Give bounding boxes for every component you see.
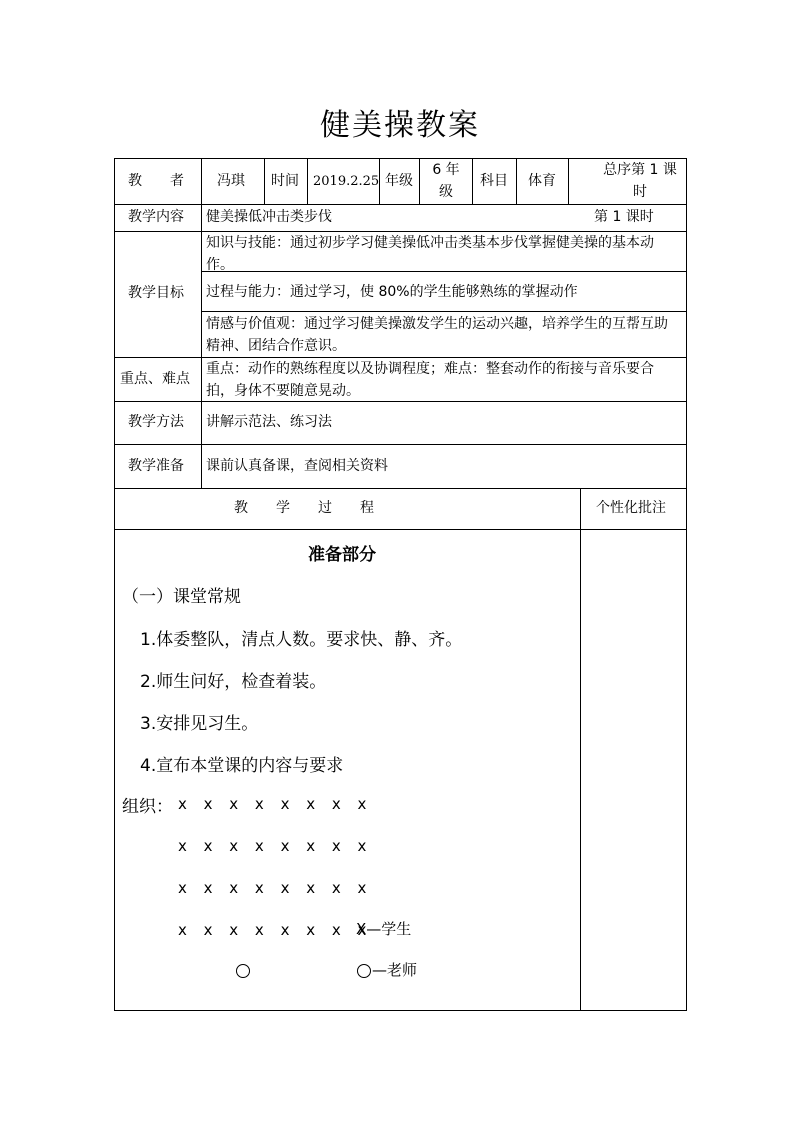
notes-heading: 个性化批注 (596, 500, 666, 516)
lesson-number: 第 1 课时 (594, 209, 654, 225)
lesson-date: 2019.2.25 (313, 174, 380, 189)
student-row: x x x x x x x x (178, 879, 373, 897)
step-2: 2.师生问好，检查着装。 (140, 672, 327, 692)
grade-value: 6 年级 (432, 162, 460, 200)
goal-knowledge: 知识与技能：通过初步学习健美操低冲击类基本步伐掌握健美操的基本动作。 (206, 235, 654, 273)
grade-label: 年级 (385, 173, 413, 189)
teacher-label: 教 者 (128, 173, 184, 189)
student-row: x x x x x x x x (178, 795, 373, 813)
teacher-position-icon (236, 964, 250, 978)
method-label: 教学方法 (128, 414, 184, 430)
step-3: 3.安排见习生。 (140, 714, 259, 734)
step-4: 4.宣布本堂课的内容与要求 (140, 756, 344, 776)
key-points-value: 重点：动作的熟练程度以及协调程度；难点：整套动作的衔接与音乐要合拍，身体不要随意晃动。 (206, 361, 654, 399)
preparation-value: 课前认真备课，查阅相关资料 (206, 458, 388, 474)
time-label: 时间 (271, 173, 299, 189)
legend-teacher: —老师 (372, 961, 418, 979)
key-points-label: 重点、难点 (120, 371, 190, 387)
section-title: 准备部分 (308, 545, 376, 565)
student-row: x x x x x x x x (178, 921, 373, 939)
goal-emotion: 情感与价值观：通过学习健美操激发学生的运动兴趣，培养学生的互帮互助精神、团结合作意识。 (206, 316, 668, 354)
method-value: 讲解示范法、练习法 (206, 414, 332, 430)
content-value: 健美操低冲击类步伐 (206, 209, 332, 225)
subject-value: 体育 (528, 173, 556, 189)
subject-label: 科目 (480, 173, 508, 189)
organization-label: 组织： (122, 797, 173, 817)
total-order: 总序第 1 课时 (603, 162, 677, 200)
document-title: 健美操教案 (320, 108, 480, 143)
lesson-plan-table (114, 158, 687, 1011)
content-label: 教学内容 (128, 209, 184, 225)
teacher-legend-icon (357, 964, 371, 978)
legend-student: X—学生 (356, 920, 412, 938)
process-heading: 教 学 过 程 (234, 500, 374, 516)
student-row: x x x x x x x x (178, 837, 373, 855)
step-1: 1.体委整队，清点人数。要求快、静、齐。 (140, 630, 463, 650)
routine-heading: （一）课堂常规 (122, 587, 241, 607)
preparation-label: 教学准备 (128, 458, 184, 474)
goal-process: 过程与能力：通过学习，使 80%的学生能够熟练的掌握动作 (206, 284, 578, 300)
goals-label: 教学目标 (128, 285, 184, 301)
teacher-name: 冯琪 (217, 173, 245, 189)
